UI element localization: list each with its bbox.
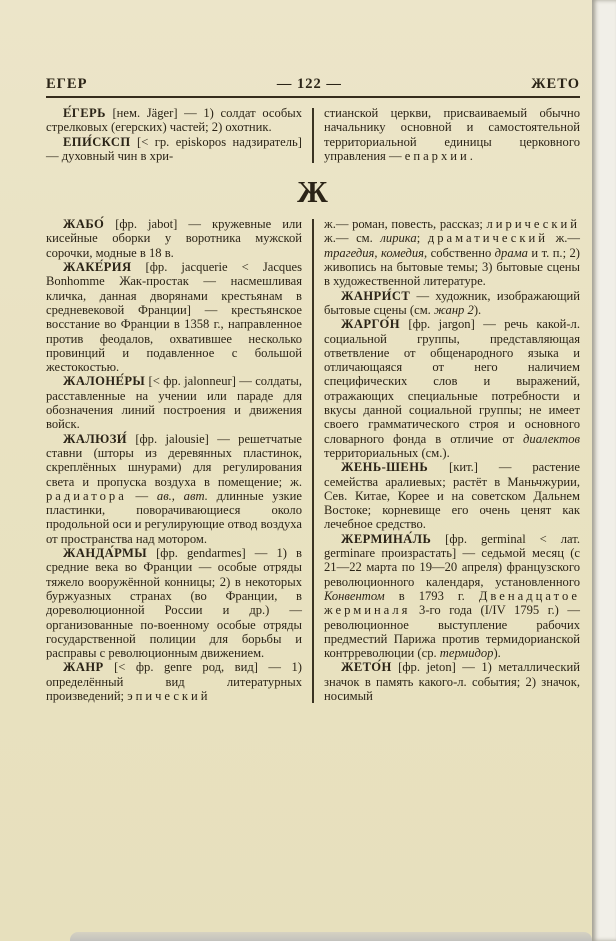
text-run: ав., авт. [156, 488, 208, 503]
text-run: [кит.] — растение семейства аралиевых; растёт в Маньчжурии, Сев. Китае, Корее и на советском Дальнем Востоке; корневище его очень ценят как лечебное средство. [324, 460, 580, 532]
text-run: ЖАРГО́Н [341, 317, 400, 332]
page-right-edge [592, 0, 616, 941]
running-head-left-word: ЕГЕР [46, 76, 88, 92]
text-run: Конвентом [324, 588, 385, 603]
text-run: Е́ГЕРЬ [63, 106, 106, 120]
text-run: жанр 2 [433, 302, 474, 317]
text-run: [< гр. episkopos надзиратель] — духовный чин в хри- [46, 134, 302, 163]
text-run: [фр. jeton] — 1) металлический значок в память какого-л. события; 2) значок, носимый [324, 660, 580, 703]
text-run: — [126, 488, 157, 503]
dictionary-entry [324, 460, 580, 531]
main-right-column [324, 217, 580, 703]
text-run: ЖЕРМИНА́ЛЬ [341, 531, 432, 546]
text-run: [фр. jargon] — речь какой-л. социальной группы, представляющая ответвление от общенародного языка и отличающаяся от него наличием специфических слов и выражений, отражающих специальные потребности и вкусы данной социальной группы; не имеет своего грамматического строя и основного словарного фонда в отличие от [324, 317, 580, 446]
dictionary-entry [46, 660, 302, 703]
dictionary-entry [46, 374, 302, 431]
dictionary-entry [46, 260, 302, 374]
section-letter: Ж [297, 174, 329, 210]
dictionary-entry [324, 532, 580, 661]
text-run: [< фр. genre род, вид] — 1) определённый вид литературных произведений; [46, 660, 302, 703]
text-run: ЖАБО́ [63, 217, 105, 232]
text-run: лирический [486, 217, 580, 232]
text-run: стианской церкви, присваиваемый обычно начальнику основной и самостоятельной территориальной единицы церковного управления — [324, 106, 580, 163]
dictionary-entry [324, 106, 580, 163]
text-run: лирика [380, 231, 417, 246]
running-head [46, 76, 580, 98]
dictionary-entry [324, 317, 580, 460]
page-bottom-shadow [70, 932, 592, 941]
top-right-column [324, 106, 580, 163]
text-run: ). [493, 646, 501, 661]
text-run: ЖЕНЬ-ШЕНЬ [341, 460, 429, 475]
dictionary-entry [46, 546, 302, 660]
text-run: радиатора [46, 488, 127, 503]
text-run: ). [473, 302, 482, 317]
text-run: ЖАЛЮЗИ́ [63, 431, 127, 446]
top-section [46, 106, 580, 163]
text-run: [фр. germinal < лат. germinare произрастать] — седьмой месяц (с 21—22 марта по 19—20 апреля) французского революционного календаря, установленного [324, 531, 580, 589]
text-run: [фр. gendarmes] — 1) в средние века во Франции — особые отряды тяжело вооружённой конницы; 2) в некоторых буржуазных странах (во Франции, в дореволюционной России и др.) — организованные по-военному особые отряды государственной полиции для борьбы и расправы с революционным движением. [46, 546, 302, 661]
text-run: территориальных (см.). [324, 445, 450, 460]
text-run: драма [494, 245, 528, 260]
dictionary-entry [46, 217, 302, 260]
text-run: длинные узкие пластинки, поворачивающиеся около продольной оси и регулирующие отвод воздуха от пространства над мотором. [46, 488, 303, 546]
text-run: епархии [404, 148, 470, 163]
text-run: ЖАНДА́РМЫ [63, 546, 148, 561]
top-left-column [46, 106, 302, 163]
dictionary-entry [46, 135, 302, 164]
running-head-right-word: ЖЕТО [531, 76, 580, 92]
text-run: ; [416, 231, 428, 246]
text-run: ЖАКЕ́РИЯ [63, 260, 132, 275]
text-run: [< фр. jalonneur] — солдаты, расставленные на учении или параде для обозначения линий построения и движения войск. [46, 374, 302, 432]
dictionary-entry [46, 106, 302, 135]
text-run: трагедия, комедия [324, 245, 425, 260]
main-left-column [46, 217, 302, 703]
text-run: в 1793 г. [384, 588, 479, 603]
text-run: [фр. jacquerie < Jacques Bonhomme Жак-простак — насмешливая кличка, данная дворянами крестьянам в средневековой Франции] — крестьянское восстание во Франции в 1358 г., направленное против феодалов, охватившее несколько провинций и подавленное с большой жестокостью. [46, 260, 302, 375]
text-run: Двенадцатое жерминаля [324, 588, 580, 618]
text-run: эпический [127, 688, 211, 703]
text-run: ЖАНР [63, 660, 104, 675]
dictionary-entry [324, 217, 580, 288]
text-run: — художник, изображающий бытовые сцены (см. [324, 288, 580, 317]
page-content [46, 76, 580, 703]
dictionary-entry [324, 289, 580, 318]
text-run: и т. п.; 2) живопись на бытовые темы; 3) бытовые сцены в художественной литературе. [324, 245, 580, 289]
text-run: ЖАЛОНЕ́РЫ [63, 374, 146, 389]
text-run: 3-го года (I/IV 1795 г.) — революционное выступление рабочих предместий Парижа против термидорианской контрреволюции (ср. [324, 603, 580, 661]
column-divider [312, 108, 314, 163]
text-run: диалектов [523, 431, 580, 446]
text-run: , собственно [424, 245, 495, 260]
text-run: [нем. Jäger] — 1) солдат особых стрелковых (егерских) частей; 2) охотник. [46, 106, 302, 135]
text-run: драматический [427, 231, 548, 246]
column-divider [312, 219, 314, 703]
text-run: ж.— роман, повесть, рассказ; [324, 217, 487, 232]
text-run: . [469, 148, 473, 163]
text-run: ЖЕТО́Н [341, 660, 392, 675]
running-head-page-number: — 122 — [276, 76, 342, 92]
text-run: [фр. jabot] — кружевные или кисейные оборки у воротника мужской сорочки, модные в 18 в. [46, 217, 302, 260]
text-run: термидор [439, 646, 494, 661]
text-run: ЖАНРИ́СТ [341, 288, 411, 303]
main-section [46, 217, 580, 703]
text-run: ж.— см. [324, 231, 381, 246]
text-run: ж.— [547, 231, 581, 246]
dictionary-entry [46, 432, 302, 546]
dictionary-entry [324, 660, 580, 703]
text-run: ЕПИ́СКСП [63, 134, 131, 149]
text-run: [фр. jalousie] — решетчатые ставни (шторы из деревянных пластинок, скреплённых шнурами) для регулирования света и пропуска воздуха в помещение; ж. [46, 431, 302, 489]
